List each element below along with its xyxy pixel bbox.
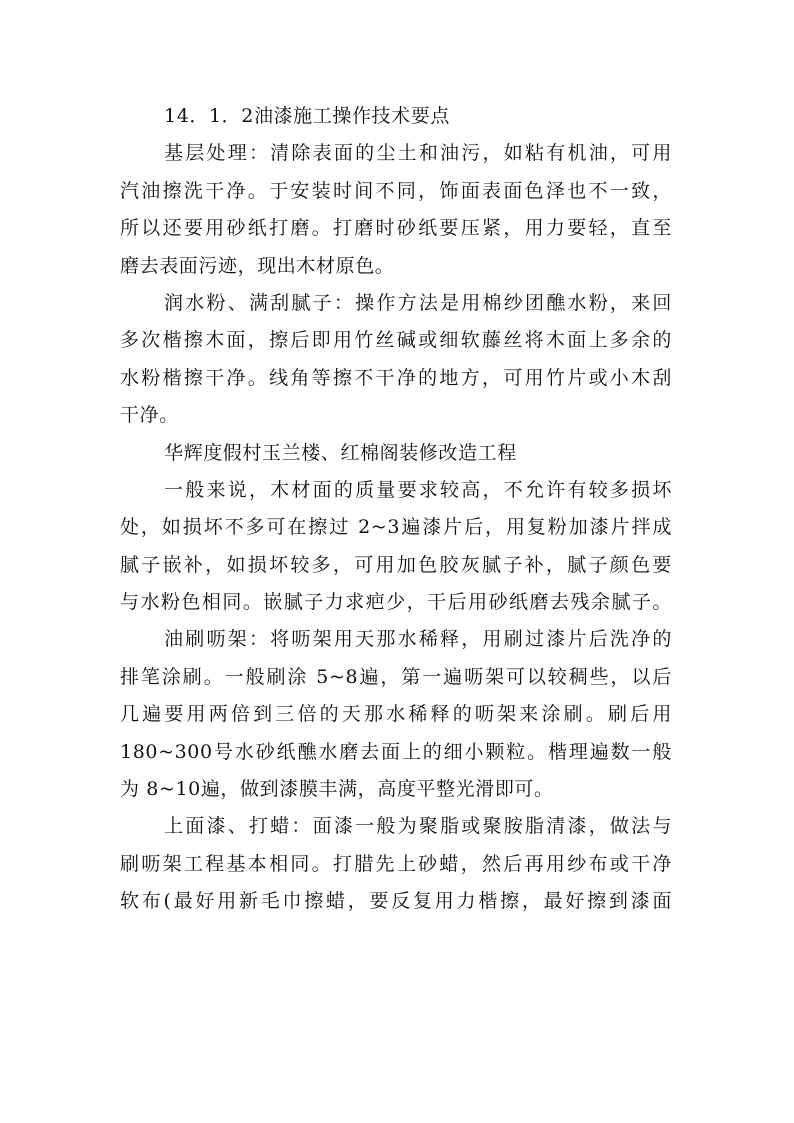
project-title-line: 华辉度假村玉兰楼、红棉阁装修改造工程: [164, 441, 517, 464]
document-body: [120, 98, 672, 921]
paragraph-line: 与水粉色相同。嵌腻子力求疤少，干后用砂纸磨去残余腻子。: [120, 591, 672, 614]
paragraph-line: 水粉楷擦干净。线角等擦不干净的地方，可用竹片或小木刮: [120, 366, 672, 389]
paragraph-line: 180~300号水砂纸醮水磨去面上的细小颗粒。楷理遍数一般: [120, 740, 672, 763]
paragraph-line: 刷呖架工程基本相同。打腊先上砂蜡，然后再用纱布或干净: [120, 852, 672, 875]
paragraph-line: 磨去表面污迹，现出木材原色。: [120, 254, 395, 277]
paragraph-line: 上面漆、打蜡：面漆一般为聚脂或聚胺脂清漆，做法与: [164, 815, 672, 838]
paragraph-line: 所以还要用砂纸打磨。打磨时砂纸要压紧，用力要轻，直至: [120, 217, 672, 240]
paragraph-line: 一般来说，木材面的质量要求较高，不允许有较多损坏: [164, 478, 672, 501]
paragraph-line: 干净。: [120, 404, 179, 427]
section-heading: 14．1．2油漆施工操作技术要点: [164, 105, 450, 127]
paragraph-line: 为 8~10遍，做到漆膜丰满，高度平整光滑即可。: [120, 778, 554, 801]
paragraph-line: 基层处理：清除表面的尘土和油污，如粘有机油，可用: [164, 142, 672, 165]
paragraph-line: 腻子嵌补，如损坏较多，可用加色胶灰腻子补，腻子颜色要: [120, 553, 672, 576]
paragraph-line: 排笔涂刷。一般刷涂 5~8遍，第一遍呖架可以较稠些，以后: [120, 665, 672, 688]
paragraph-line: 多次楷擦木面，擦后即用竹丝碱或细软藤丝将木面上多余的: [120, 329, 672, 352]
paragraph-line: 油刷呖架：将呖架用天那水稀释，用刷过漆片后洗净的: [164, 628, 672, 651]
paragraph-line: 几遍要用两倍到三倍的天那水稀释的呖架来涂刷。刷后用: [120, 703, 672, 726]
paragraph-line: 汽油擦洗干净。于安装时间不同，饰面表面色泽也不一致，: [120, 179, 672, 202]
paragraph-line: 润水粉、满刮腻子：操作方法是用棉纱团醮水粉，来回: [164, 291, 672, 314]
paragraph-line: 处，如损坏不多可在擦过 2~3遍漆片后，用复粉加漆片拌成: [120, 516, 672, 539]
paragraph-line: 软布(最好用新毛巾擦蜡，要反复用力楷擦，最好擦到漆面: [120, 890, 672, 913]
